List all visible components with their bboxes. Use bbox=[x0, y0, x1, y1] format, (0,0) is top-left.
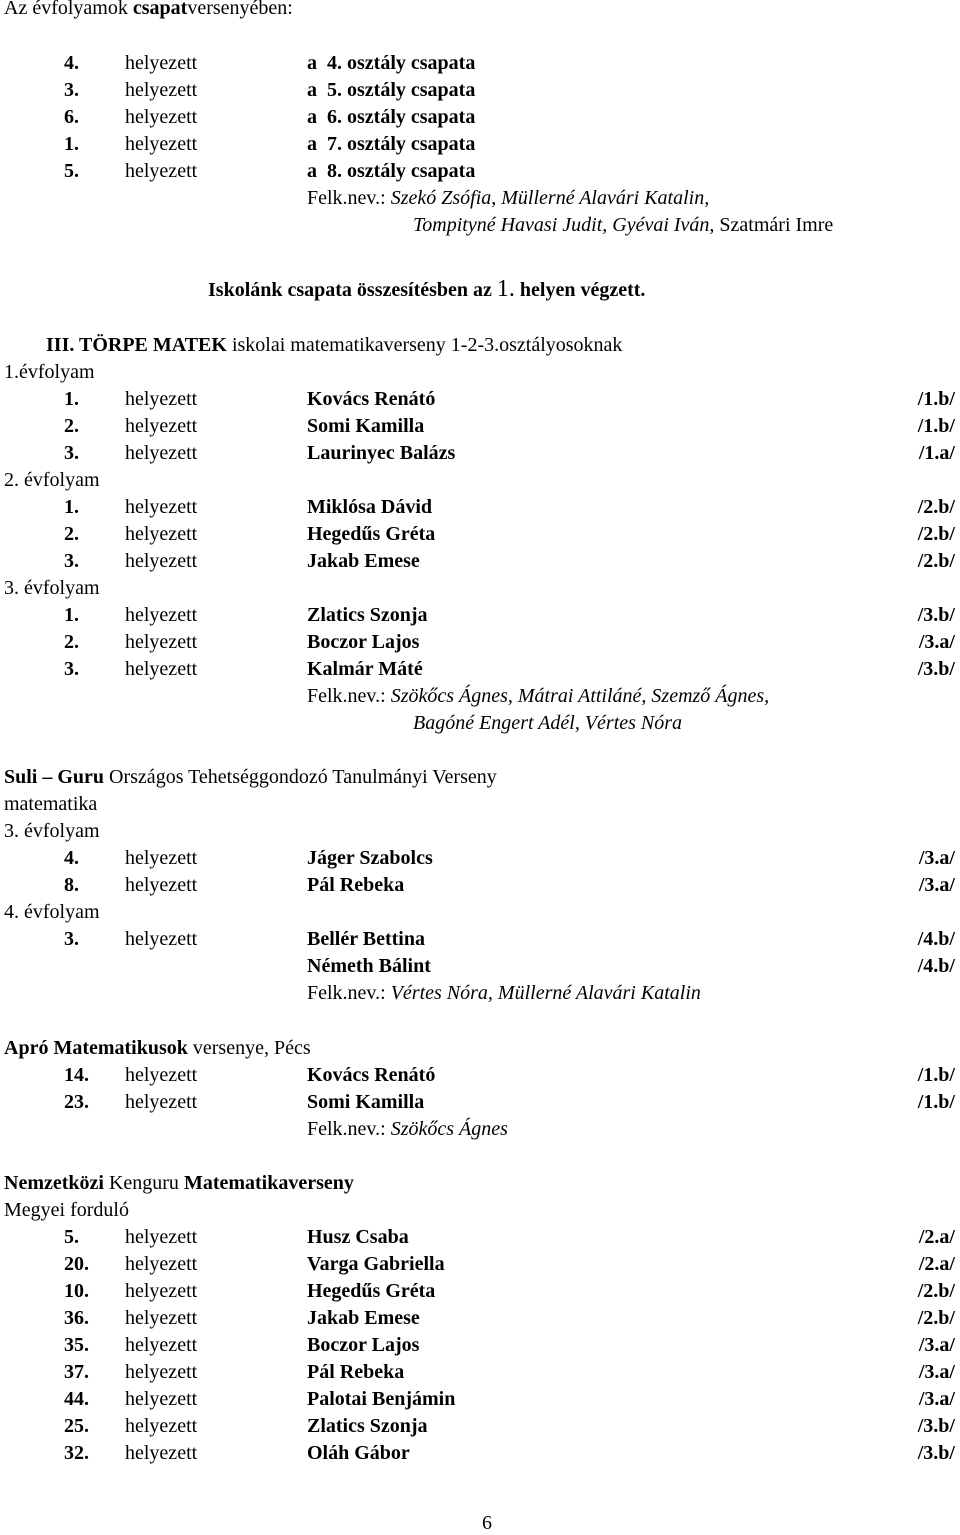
result-rank: 3. bbox=[64, 928, 79, 950]
result-rank: 37. bbox=[64, 1361, 89, 1383]
result-word: helyezett bbox=[125, 928, 198, 950]
result-word: helyezett bbox=[125, 1226, 198, 1248]
result-name: Kovács Renátó bbox=[307, 1064, 436, 1086]
result-word: helyezett bbox=[125, 442, 198, 464]
result-rank: 1. bbox=[64, 604, 79, 626]
team-prep-line1: Felk.nev.: Szekó Zsófia, Müllerné Alavári Katalin, bbox=[307, 187, 710, 209]
suli-title: Suli – Guru Országos Tehetséggondozó Tanulmányi Verseny bbox=[4, 766, 497, 788]
result-word: helyezett bbox=[125, 550, 198, 572]
result-name: Németh Bálint bbox=[307, 955, 431, 977]
result-rank: 35. bbox=[64, 1334, 89, 1356]
result-word: helyezett bbox=[125, 1388, 198, 1410]
result-class: /1.a/ bbox=[918, 442, 955, 464]
team-word: helyezett bbox=[125, 52, 198, 74]
team-rank: 1. bbox=[64, 133, 79, 155]
result-name: Kovács Renátó bbox=[307, 388, 436, 410]
result-rank: 2. bbox=[64, 415, 79, 437]
result-name: Miklósa Dávid bbox=[307, 496, 433, 518]
grade-label: 3. évfolyam bbox=[4, 820, 100, 842]
result-word: helyezett bbox=[125, 1307, 198, 1329]
page-number: 6 bbox=[482, 1512, 492, 1534]
result-rank: 10. bbox=[64, 1280, 89, 1302]
team-name: a 5. osztály csapata bbox=[307, 79, 476, 101]
result-name: Somi Kamilla bbox=[307, 415, 425, 437]
result-rank: 1. bbox=[64, 388, 79, 410]
result-word: helyezett bbox=[125, 874, 198, 896]
team-prep-line2: Tompityné Havasi Judit, Gyévai Iván, Szatmári Imre bbox=[413, 214, 834, 236]
result-rank: 2. bbox=[64, 523, 79, 545]
result-class: /2.a/ bbox=[918, 1226, 955, 1248]
result-name: Laurinyec Balázs bbox=[307, 442, 456, 464]
result-rank: 4. bbox=[64, 847, 79, 869]
result-class: /1.b/ bbox=[917, 388, 955, 410]
result-name: Boczor Lajos bbox=[307, 631, 420, 653]
result-class: /3.a/ bbox=[918, 1388, 955, 1410]
result-rank: 8. bbox=[64, 874, 79, 896]
result-rank: 14. bbox=[64, 1064, 89, 1086]
team-name: a 8. osztály csapata bbox=[307, 160, 476, 182]
result-class: /2.b/ bbox=[917, 496, 955, 518]
grade-label: 1.évfolyam bbox=[4, 361, 95, 383]
result-word: helyezett bbox=[125, 658, 198, 680]
result-class: /2.b/ bbox=[917, 1307, 955, 1329]
apro-title: Apró Matematikusok versenye, Pécs bbox=[4, 1037, 311, 1059]
result-class: /2.a/ bbox=[918, 1253, 955, 1275]
result-word: helyezett bbox=[125, 604, 198, 626]
result-name: Jakab Emese bbox=[307, 1307, 420, 1329]
team-name: a 6. osztály csapata bbox=[307, 106, 476, 128]
result-class: /3.a/ bbox=[918, 631, 955, 653]
result-rank: 25. bbox=[64, 1415, 89, 1437]
result-class: /1.b/ bbox=[917, 1091, 955, 1113]
result-word: helyezett bbox=[125, 1415, 198, 1437]
section-heading: Az évfolyamok csapatversenyében: bbox=[4, 0, 293, 19]
result-word: helyezett bbox=[125, 523, 198, 545]
kenguru-title: Nemzetközi Kenguru Matematikaverseny bbox=[4, 1172, 354, 1194]
result-class: /2.b/ bbox=[917, 550, 955, 572]
result-word: helyezett bbox=[125, 847, 198, 869]
team-rank: 4. bbox=[64, 52, 79, 74]
result-rank: 36. bbox=[64, 1307, 89, 1329]
result-name: Pál Rebeka bbox=[307, 874, 405, 896]
result-class: /1.b/ bbox=[917, 415, 955, 437]
result-name: Pál Rebeka bbox=[307, 1361, 405, 1383]
result-rank: 44. bbox=[64, 1388, 89, 1410]
result-rank: 3. bbox=[64, 442, 79, 464]
result-class: /3.b/ bbox=[917, 604, 955, 626]
result-class: /3.a/ bbox=[918, 1361, 955, 1383]
result-name: Boczor Lajos bbox=[307, 1334, 420, 1356]
team-rank: 3. bbox=[64, 79, 79, 101]
result-rank: 23. bbox=[64, 1091, 89, 1113]
team-rank: 5. bbox=[64, 160, 79, 182]
result-name: Jakab Emese bbox=[307, 550, 420, 572]
result-name: Oláh Gábor bbox=[307, 1442, 410, 1464]
result-rank: 20. bbox=[64, 1253, 89, 1275]
torpe-title: III. TÖRPE MATEK iskolai matematikaverseny 1-2-3.osztályosoknak bbox=[46, 334, 623, 356]
result-class: /3.b/ bbox=[917, 658, 955, 680]
result-class: /3.b/ bbox=[917, 1442, 955, 1464]
result-name: Bellér Bettina bbox=[307, 928, 425, 950]
torpe-prep-line1: Felk.nev.: Szökőcs Ágnes, Mátrai Attiláné, Szemző Ágnes, bbox=[307, 685, 770, 707]
result-rank: 5. bbox=[64, 1226, 79, 1248]
result-word: helyezett bbox=[125, 1280, 198, 1302]
result-class: /3.a/ bbox=[918, 874, 955, 896]
result-word: helyezett bbox=[125, 1334, 198, 1356]
result-class: /3.a/ bbox=[918, 847, 955, 869]
team-name: a 4. osztály csapata bbox=[307, 52, 476, 74]
team-rank: 6. bbox=[64, 106, 79, 128]
result-class: /4.b/ bbox=[917, 928, 955, 950]
result-word: helyezett bbox=[125, 1442, 198, 1464]
result-name: Palotai Benjámin bbox=[307, 1388, 456, 1410]
team-word: helyezett bbox=[125, 133, 198, 155]
result-rank: 3. bbox=[64, 550, 79, 572]
result-class: /3.b/ bbox=[917, 1415, 955, 1437]
result-name: Zlatics Szonja bbox=[307, 604, 428, 626]
result-name: Hegedűs Gréta bbox=[307, 523, 436, 545]
result-rank: 1. bbox=[64, 496, 79, 518]
result-word: helyezett bbox=[125, 1253, 198, 1275]
suli-prep: Felk.nev.: Vértes Nóra, Müllerné Alavári Katalin bbox=[307, 982, 701, 1004]
team-word: helyezett bbox=[125, 106, 198, 128]
apro-prep: Felk.nev.: Szökőcs Ágnes bbox=[307, 1118, 508, 1140]
result-rank: 2. bbox=[64, 631, 79, 653]
grade-label: 3. évfolyam bbox=[4, 577, 100, 599]
grade-label: 4. évfolyam bbox=[4, 901, 100, 923]
result-name: Husz Csaba bbox=[307, 1226, 409, 1248]
result-word: helyezett bbox=[125, 1091, 198, 1113]
result-name: Somi Kamilla bbox=[307, 1091, 425, 1113]
result-rank: 32. bbox=[64, 1442, 89, 1464]
kenguru-round: Megyei forduló bbox=[4, 1199, 129, 1221]
result-class: /2.b/ bbox=[917, 523, 955, 545]
result-name: Jáger Szabolcs bbox=[307, 847, 433, 869]
torpe-prep-line2: Bagóné Engert Adél, Vértes Nóra bbox=[413, 712, 683, 734]
team-word: helyezett bbox=[125, 79, 198, 101]
result-name: Zlatics Szonja bbox=[307, 1415, 428, 1437]
result-name: Kalmár Máté bbox=[307, 658, 423, 680]
result-name: Hegedűs Gréta bbox=[307, 1280, 436, 1302]
team-word: helyezett bbox=[125, 160, 198, 182]
result-word: helyezett bbox=[125, 496, 198, 518]
suli-subject: matematika bbox=[4, 793, 98, 815]
result-word: helyezett bbox=[125, 1064, 198, 1086]
result-class: /4.b/ bbox=[917, 955, 955, 977]
result-word: helyezett bbox=[125, 388, 198, 410]
team-name: a 7. osztály csapata bbox=[307, 133, 476, 155]
result-word: helyezett bbox=[125, 631, 198, 653]
result-name: Varga Gabriella bbox=[307, 1253, 445, 1275]
result-word: helyezett bbox=[125, 415, 198, 437]
summary-line: Iskolánk csapata összesítésben az 1. helyen végzett. bbox=[208, 276, 646, 302]
result-word: helyezett bbox=[125, 1361, 198, 1383]
grade-label: 2. évfolyam bbox=[4, 469, 100, 491]
result-class: /1.b/ bbox=[917, 1064, 955, 1086]
result-rank: 3. bbox=[64, 658, 79, 680]
result-class: /3.a/ bbox=[918, 1334, 955, 1356]
result-class: /2.b/ bbox=[917, 1280, 955, 1302]
